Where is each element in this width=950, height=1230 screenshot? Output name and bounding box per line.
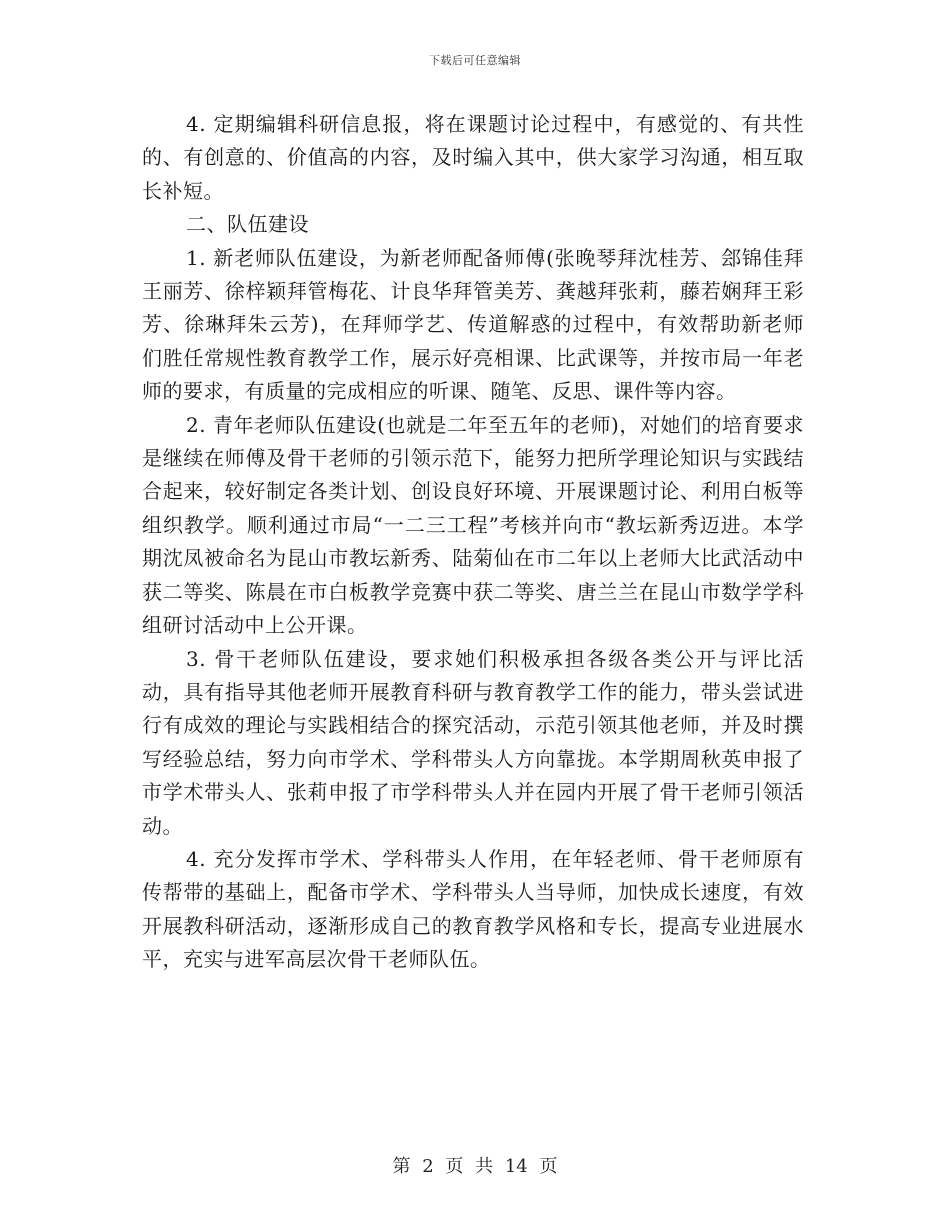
document-body — [142, 108, 804, 977]
section-heading-team-building: 二、队伍建设 — [186, 212, 309, 237]
paragraph-young-teachers: 2. 青年老师队伍建设(也就是二年至五年的老师)，对她们的培育要求是继续在师傅及骨干老师的引领示范下，能努力把所学理论知识与实践结合起来，较好制定各类计划、创设良好环境、开展课题讨论、利用白板等组织教学。顺利通过市局“一二三工程”考核并向市“教坛新秀迈进。本学期沈凤被命名为昆山市教坛新秀、陆菊仙在市二年以上老师大比武活动中获二等奖、陈晨在市白板教学竞赛中获二等奖、唐兰兰在昆山市数学学科组研讨活动中上公开课。 — [142, 412, 804, 638]
paragraph-new-teachers: 1. 新老师队伍建设，为新老师配备师傅(张晚琴拜沈桂芳、郐锦佳拜王丽芳、徐梓颖拜管梅花、计良华拜管美芳、龚越拜张莉，藤若娴拜王彩芳、徐琳拜朱云芳)，在拜师学艺、传道解惑的过程中，有效帮助新老师们胜任常规性教育教学工作，展示好亮相课、比武课等，并按市局一年老师的要求，有质量的完成相应的听课、随笔、反思、课件等内容。 — [142, 245, 804, 404]
page-footer: 第 2 页 共 14 页 — [392, 1156, 558, 1177]
paragraph-key-teachers: 3. 骨干老师队伍建设，要求她们积极承担各级各类公开与评比活动，具有指导其他老师开展教育科研与教育教学工作的能力，带头尝试进行有成效的理论与实践相结合的探究活动，示范引领其他老师，并及时撰写经验总结，努力向市学术、学科带头人方向靠拢。本学期周秋英申报了市学术带头人、张莉申报了市学科带头人并在园内开展了骨干老师引领活动。 — [142, 646, 804, 838]
paragraph-research-bulletin: 4. 定期编辑科研信息报，将在课题讨论过程中，有感觉的、有共性的、有创意的、价值高的内容，及时编入其中，供大家学习沟通，相互取长补短。 — [142, 112, 804, 203]
paragraph-academic-leaders: 4. 充分发挥市学术、学科带头人作用，在年轻老师、骨干老师原有传帮带的基础上，配备市学术、学科带头人当导师，加快成长速度，有效开展教科研活动，逐渐形成自己的教育教学风格和专长，提高专业进展水平，充实与进军高层次骨干老师队伍。 — [142, 846, 804, 972]
page-header: 下载后可任意编辑 — [429, 54, 521, 67]
